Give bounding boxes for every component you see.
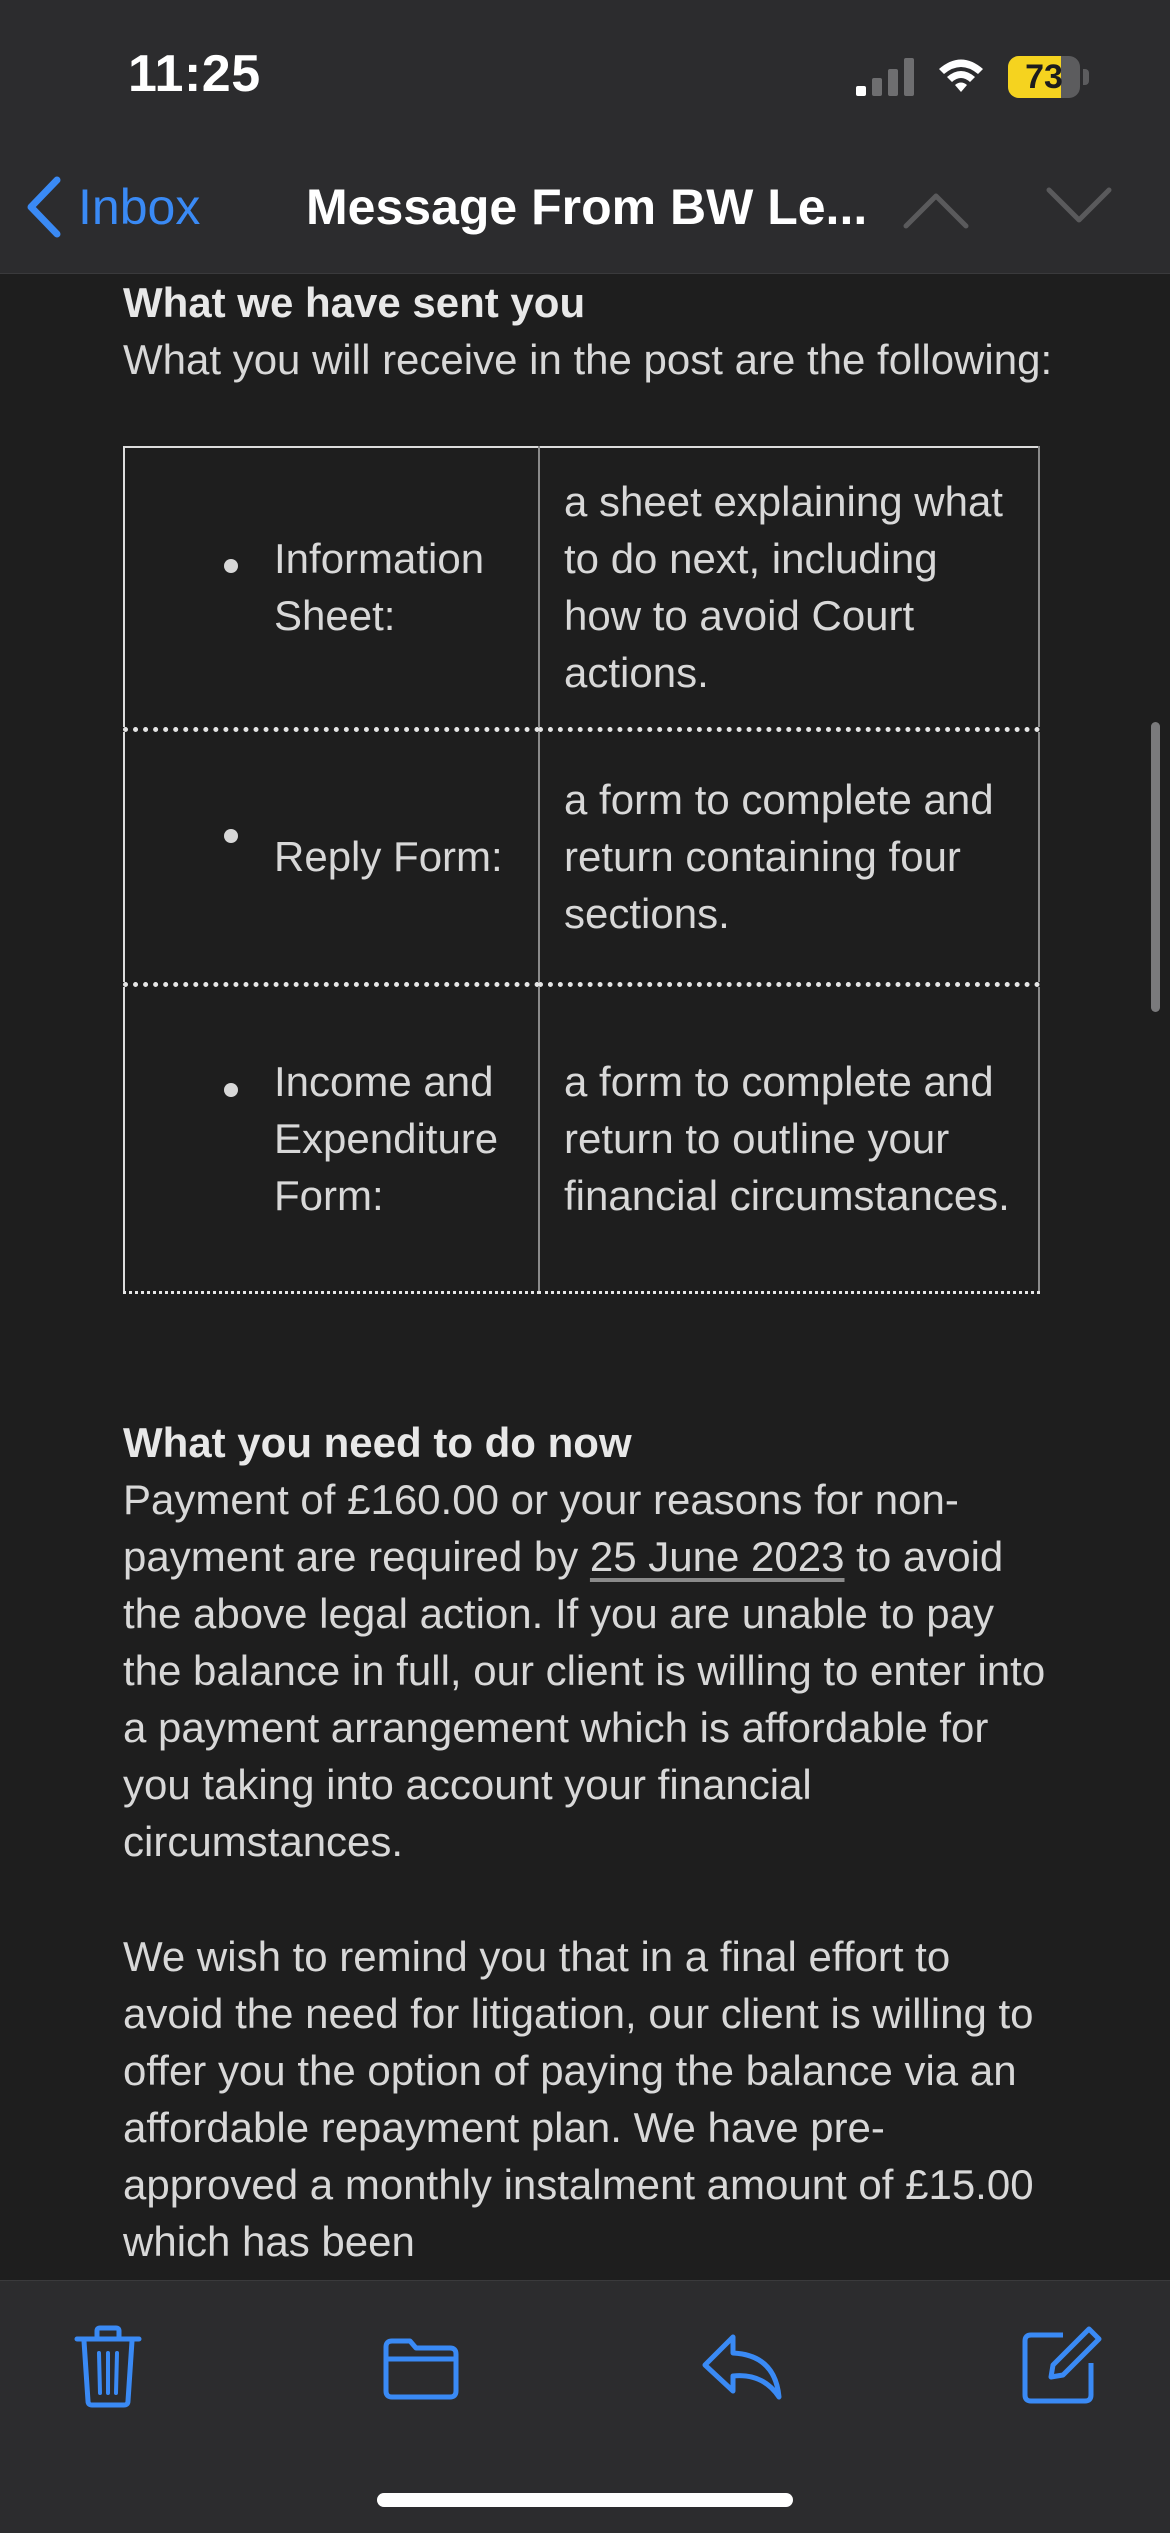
battery-icon xyxy=(1008,56,1088,98)
chevron-down-icon[interactable] xyxy=(1043,180,1115,236)
compose-button[interactable] xyxy=(1015,2321,1105,2411)
bullet-icon xyxy=(224,829,238,843)
section-heading: What we have sent you xyxy=(123,279,586,326)
trash-button[interactable] xyxy=(63,2321,153,2411)
document-label: Income and Expenditure Form: xyxy=(274,1058,499,1219)
trash-icon xyxy=(63,2321,153,2411)
table-row xyxy=(124,984,1039,1292)
section-what-to-do xyxy=(123,1414,1053,1870)
battery-percent: 73 xyxy=(1025,58,1063,96)
home-indicator[interactable] xyxy=(377,2493,793,2507)
status-time: 11:25 xyxy=(128,45,261,103)
due-date-link[interactable]: 25 June 2023 xyxy=(589,1533,845,1580)
back-to-inbox-button[interactable] xyxy=(24,172,200,242)
section-what-we-sent xyxy=(123,274,1053,388)
document-description: a sheet explaining what to do next, including how to avoid Court actions. xyxy=(539,447,1039,729)
section-heading: What you need to do now xyxy=(123,1419,632,1466)
compose-icon xyxy=(1015,2321,1105,2411)
signal-icon xyxy=(856,58,916,96)
payment-text: Payment of £160.00 or your reasons for non-payment are required by xyxy=(123,1476,959,1580)
message-body[interactable] xyxy=(0,274,1170,2280)
table-row xyxy=(124,447,1039,729)
back-label: Inbox xyxy=(78,179,201,235)
scrollbar[interactable] xyxy=(1151,722,1160,1012)
bullet-icon xyxy=(224,1083,238,1097)
wifi-icon xyxy=(936,56,986,96)
message-title: Message From BW Le... xyxy=(306,179,868,235)
move-to-folder-button[interactable] xyxy=(376,2321,466,2411)
payment-text-continued: to avoid the above legal action. If you are unable to pay the balance in full, our client is willing to enter into a payment arrangement which is affordable for you taking into account your financial circumstances. xyxy=(123,1533,1046,1865)
table-row xyxy=(124,729,1039,984)
bullet-icon xyxy=(224,559,238,573)
folder-icon xyxy=(376,2321,466,2411)
header xyxy=(0,0,1170,274)
document-description: a form to complete and return containing four sections. xyxy=(539,729,1039,984)
document-label: Information Sheet: xyxy=(274,535,485,640)
documents-table xyxy=(123,446,1040,1294)
section-intro: What you will receive in the post are the following: xyxy=(123,336,1053,383)
reply-icon xyxy=(697,2321,787,2411)
document-label: Reply Form: xyxy=(274,833,503,880)
document-description: a form to complete and return to outline your financial circumstances. xyxy=(539,984,1039,1292)
chevron-left-icon xyxy=(24,176,64,238)
reminder-paragraph: We wish to remind you that in a final effort to avoid the need for litigation, our client is willing to offer you the option of paying the balance via an affordable repayment plan. We have pre-approved a monthly instalment amount of £15.00 which has been xyxy=(123,1933,1034,2265)
chevron-up-icon[interactable] xyxy=(900,180,972,236)
reply-button[interactable] xyxy=(697,2321,787,2411)
